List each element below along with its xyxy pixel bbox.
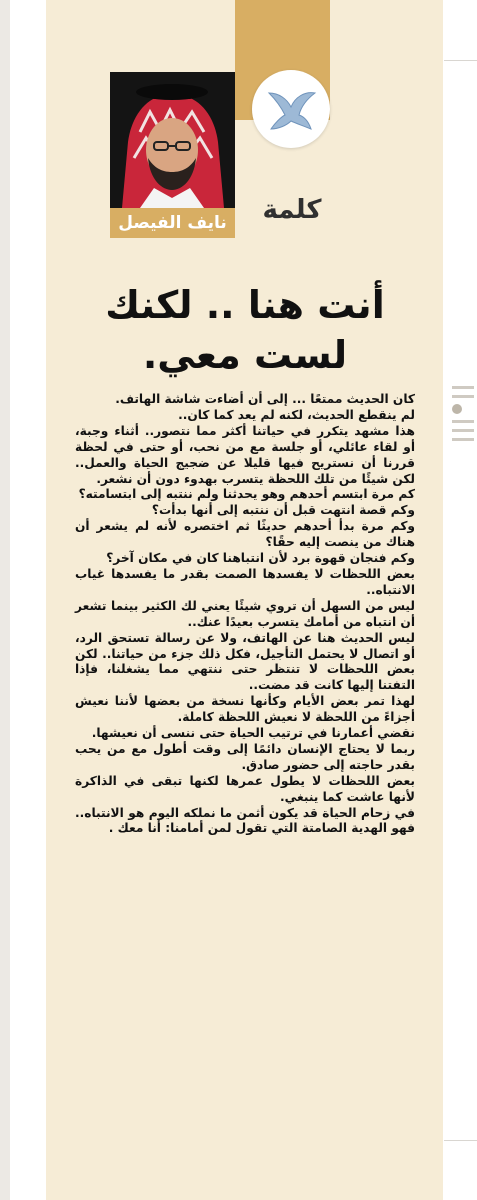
paragraph: هذا مشهد يتكرر في حياتنا أكثر مما نتصور.. أثناء وجبة، أو لقاء عائلي، أو جلسة مع من نحب، أو حتى في لحظة قررنا أن نستريح فيها قليلا عن ضجيج الحياة والعمل.. لكن شيئًا من تلك اللحظة يتسرب بهدوء دون أن نشعر. <box>75 423 415 486</box>
adjacent-page-rule-top <box>444 60 477 61</box>
article-body <box>75 392 415 837</box>
author-name: نايف الفيصل <box>110 208 235 238</box>
article-title-line-1: أنت هنا .. لكنك <box>105 283 385 327</box>
paragraph: بعض اللحظات لا يفسدها الصمت بقدر ما يفسدها غياب الانتباه.. <box>75 566 415 597</box>
author-photo <box>110 72 235 208</box>
column-logo <box>252 70 330 148</box>
paragraph: كم مرة ابتسم أحدهم وهو يحدثنا ولم ننتبه إلى ابتسامته؟ <box>78 487 415 502</box>
paragraph: وكم فنجان قهوة برد لأن انتباهنا كان في مكان آخر؟ <box>106 551 415 566</box>
paragraph: نقضي أعمارنا في ترتيب الحياة حتى ننسى أن نعيشها. <box>91 726 415 741</box>
page-gutter <box>0 0 10 1200</box>
paragraph: بعض اللحظات لا يطول عمرها لكنها تبقى في الذاكرة لأنها عاشت كما ينبغي. <box>75 773 415 804</box>
paragraph: ليس الحديث هنا عن الهاتف، ولا عن رسالة تستحق الرد، أو اتصال لا يحتمل التأجيل، فكل ذلك جزء من حياتنا.. لكن بعض اللحظات لا تنتظر حتى ننتهي مما يشغلنا، فإذا التفتنا إليها كانت قد مضت.. <box>75 630 415 693</box>
article-title-line-2: لست معي. <box>142 333 348 377</box>
adjacent-page-edge <box>452 380 477 447</box>
paragraph: في زحام الحياة قد يكون أثمن ما نملكه اليوم هو الانتباه.. فهو الهدية الصامتة التي تقول لمن أمامنا: أنا معك . <box>75 805 415 836</box>
author-portrait <box>110 72 235 208</box>
bird-logo-icon <box>261 79 321 139</box>
paragraph: ربما لا يحتاج الإنسان دائمًا إلى وقت أطول مع من يحب بقدر حاجته إلى حضور صادق. <box>75 741 415 772</box>
paragraph: وكم قصة انتهت قبل أن ننتبه إلى أنها بدأت؟ <box>151 503 415 518</box>
paragraph: ليس من السهل أن تروي شيئًا يعني لك الكثير بينما تشعر أن انتباه من أمامك يتسرب بعيدًا عنك.. <box>75 598 415 629</box>
paragraph: لهذا تمر بعض الأيام وكأنها نسخة من بعضها لأننا نعيش أجزاءً من اللحظة لا نعيش اللحظة كاملة. <box>75 694 415 725</box>
article-title <box>60 280 430 380</box>
adjacent-page-rule-bottom <box>444 1140 477 1141</box>
paragraph: كان الحديث ممتعًا ... إلى أن أضاءت شاشة الهاتف. <box>115 392 415 406</box>
section-label: كلمة <box>262 195 322 225</box>
paragraph: وكم مرة بدأ أحدهم حديثًا ثم اختصره لأنه لم يشعر أن هناك من ينصت إليه حقًا؟ <box>75 519 415 550</box>
paragraph: لم ينقطع الحديث، لكنه لم يعد كما كان.. <box>178 407 415 422</box>
